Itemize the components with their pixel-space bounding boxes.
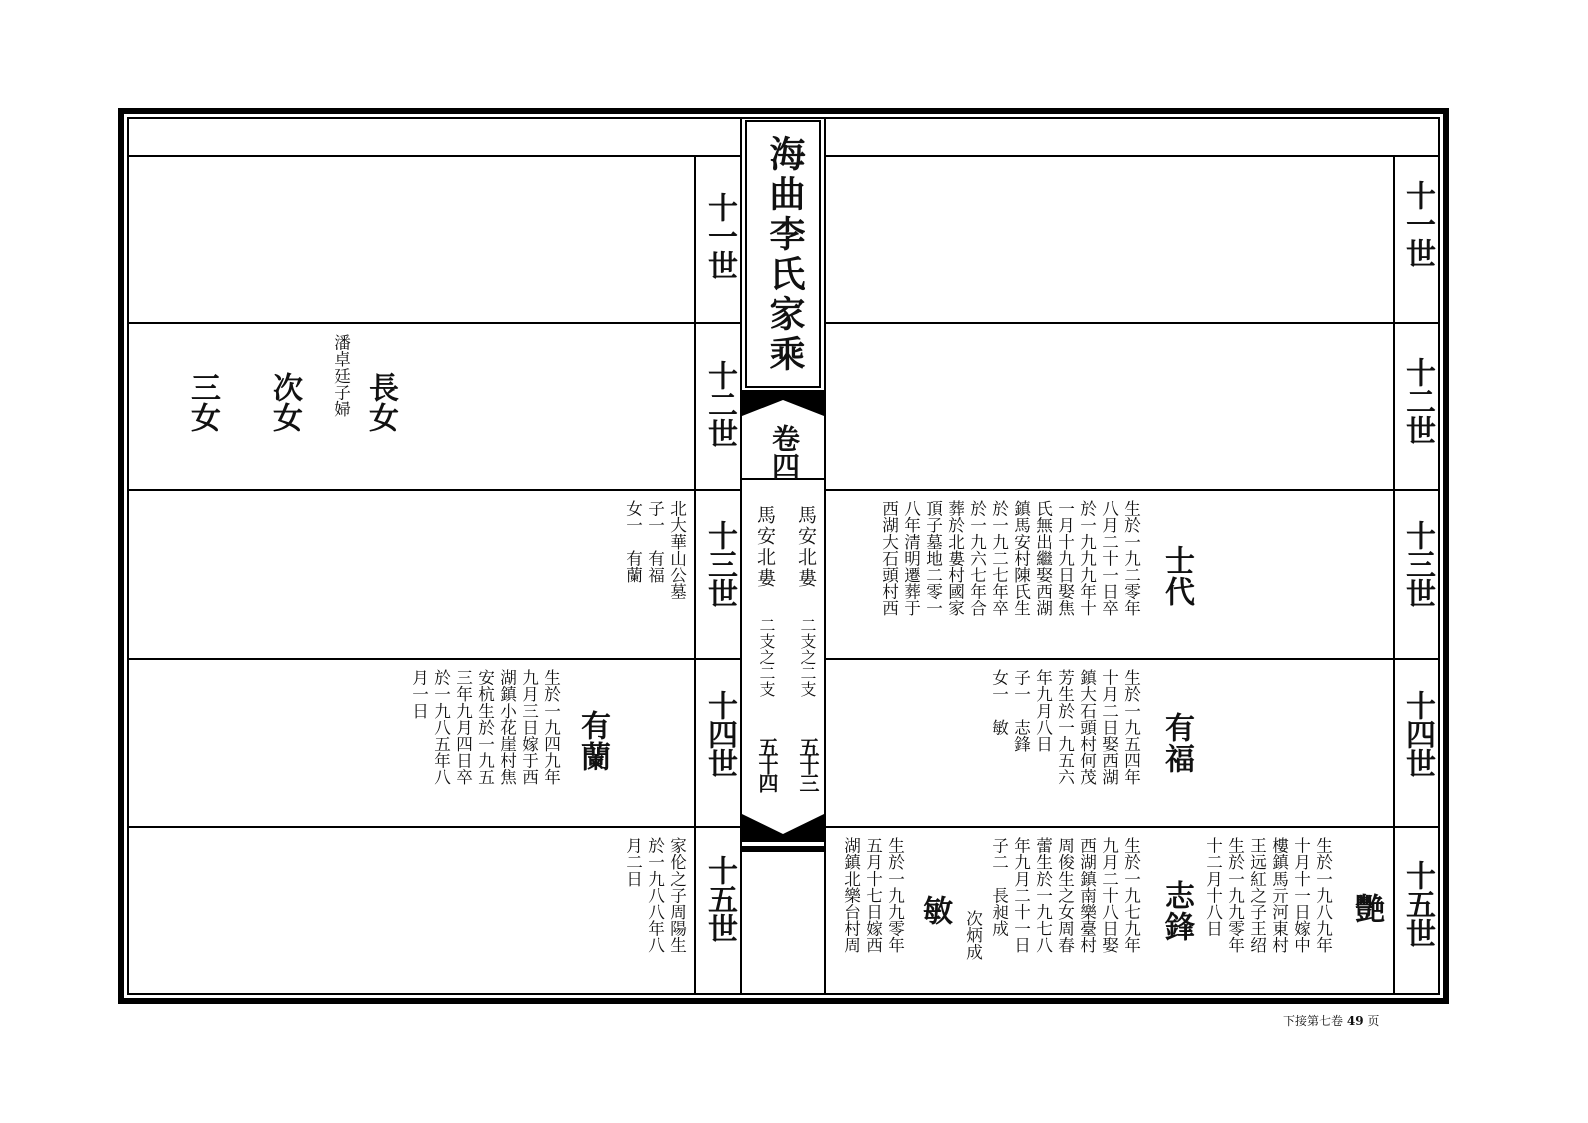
gen-label-13: 十三世 [702, 520, 737, 607]
row-line [127, 322, 741, 324]
person-name: 士代 [1159, 545, 1194, 607]
person-detail-text: 湖鎮北樂台村周 [841, 837, 861, 954]
person-detail-text: 次炳成 [963, 910, 983, 960]
gen-label-12: 十二世 [1400, 357, 1435, 444]
person-detail-text: 家伦之子周陽生 [667, 837, 687, 954]
gen-label-13: 十三世 [1400, 520, 1435, 607]
person-detail-text: 子一 有福 [645, 500, 665, 583]
person-detail-text: 十二月十八日 [1203, 837, 1223, 937]
person-detail-text: 月一日 [409, 669, 429, 719]
person-detail-text: 於一九九九年十 [1077, 500, 1097, 617]
genealogy-title: 海曲李氏家乘 [764, 135, 806, 375]
person-detail-text: 芳生於一九五六 [1055, 669, 1075, 786]
footer-page-number: 49 [1346, 1014, 1364, 1028]
gen-label-12: 十二世 [702, 360, 737, 447]
row-line [127, 826, 741, 828]
person-detail-text: 八月二十一日卒 [1099, 500, 1119, 617]
person-name: 志鋒 [1159, 880, 1194, 942]
person-detail-text: 周俊生之女周春 [1055, 837, 1075, 954]
eldest-daughter-note: 潘卓廷子婦 [331, 334, 351, 417]
gen-label-15: 十五世 [702, 855, 737, 942]
row-line [127, 155, 741, 157]
person-detail-text: 氏無出繼娶西湖 [1033, 500, 1053, 617]
spine-border-right [824, 117, 826, 994]
person-detail-text: 於一九八五年八 [431, 669, 451, 786]
spine-fishtail-top [742, 390, 824, 418]
person-detail-text: 八年清明遷葬于 [901, 500, 921, 617]
volume-label: 卷四 [768, 424, 801, 480]
row-line [127, 658, 741, 660]
person-name: 有蘭 [575, 710, 610, 772]
person-detail-text: 女一 敏 [989, 669, 1009, 736]
gen-label-15: 十五世 [1400, 860, 1435, 947]
person-detail-text: 於一九八八年八 [645, 837, 665, 954]
gen-label-11: 十一世 [1400, 180, 1435, 267]
eldest-daughter-label: 長女 [363, 372, 398, 432]
gen-column-divider [1393, 155, 1395, 994]
footer-page-unit: 页 [1367, 1014, 1380, 1028]
person-detail-text: 於一九六七年合 [967, 500, 987, 617]
person-detail-text: 一月十九日娶焦 [1055, 500, 1075, 617]
person-detail-text: 於一九二七年卒 [989, 500, 1009, 617]
person-detail-text: 生於一九八九年 [1313, 837, 1333, 954]
person-detail-text: 子二 長昶成 [989, 837, 1009, 937]
person-detail-text: 鎮大石頭村何茂 [1077, 669, 1097, 786]
person-detail-text: 樓鎮馬亓河東村 [1269, 837, 1289, 954]
person-name: 有福 [1159, 712, 1194, 774]
person-detail-text: 生於一九九零年 [885, 837, 905, 954]
person-detail-text: 王远紅之子王绍 [1247, 837, 1267, 954]
person-detail-text: 葬於北婁村國家 [945, 500, 965, 617]
person-detail-text: 西湖鎮南樂臺村 [1077, 837, 1097, 954]
gen-label-14: 十四世 [702, 690, 737, 777]
gen-column-divider [694, 155, 696, 994]
second-daughter-label: 次女 [267, 372, 302, 432]
spine-page-left: 五十四 [755, 737, 779, 791]
person-detail-text: 西湖大石頭村西 [879, 500, 899, 617]
spine-border-left [740, 117, 742, 994]
person-detail-text: 生於一九四九年 [541, 669, 561, 786]
gen-label-14: 十四世 [1400, 690, 1435, 777]
person-detail-text: 九月二十八日娶 [1099, 837, 1119, 954]
spine-branch-right: 二支之二支 [798, 617, 817, 697]
person-name: 艷 [1349, 893, 1384, 924]
person-detail-text: 五月十七日嫁西 [863, 837, 883, 954]
person-detail-text: 生於一九二零年 [1121, 500, 1141, 617]
person-detail-text: 月二日 [623, 837, 643, 887]
person-name: 敏 [917, 895, 952, 926]
row-line [825, 322, 1440, 324]
spine-place-left: 馬安北婁 [754, 505, 776, 589]
row-line [127, 489, 741, 491]
spine-branch-left: 二支之二支 [757, 617, 776, 697]
person-detail-text: 安杭生於一九五 [475, 669, 495, 786]
third-daughter-label: 三女 [185, 372, 220, 432]
row-line [825, 155, 1440, 157]
person-detail-text: 年九月八日 [1033, 669, 1053, 752]
spine-place-right: 馬安北婁 [795, 505, 817, 589]
continuation-note [1283, 1012, 1379, 1029]
person-detail-text: 湖鎮小花崖村焦 [497, 669, 517, 786]
person-detail-text: 九月三日嫁于西 [519, 669, 539, 786]
person-detail-text: 年九月二十一日 [1011, 837, 1031, 954]
person-detail-text: 十月二日娶西湖 [1099, 669, 1119, 786]
person-detail-text: 蕾生於一九七八 [1033, 837, 1053, 954]
person-detail-text: 生於一九九零年 [1225, 837, 1245, 954]
person-detail-text: 生於一九五四年 [1121, 669, 1141, 786]
person-detail-text: 生於一九七九年 [1121, 837, 1141, 954]
person-detail-text: 女一 有蘭 [623, 500, 643, 583]
person-detail-text: 子一 志鋒 [1011, 669, 1031, 752]
person-detail-text: 十月十一日嫁中 [1291, 837, 1311, 954]
row-line [825, 489, 1440, 491]
row-line [825, 826, 1440, 828]
person-detail-text: 頂子墓地二零一 [923, 500, 943, 617]
spine-page-right: 五十三 [796, 737, 820, 791]
person-detail-text: 鎮馬安村陳氏生 [1011, 500, 1031, 617]
gen-label-11: 十一世 [702, 192, 737, 279]
row-line [825, 658, 1440, 660]
spine-fishtail-bottom [742, 814, 824, 854]
footer-text: 下接第七卷 [1283, 1014, 1344, 1028]
person-detail-text: 北大華山公墓 [667, 500, 687, 600]
person-detail-text: 三年九月四日卒 [453, 669, 473, 786]
